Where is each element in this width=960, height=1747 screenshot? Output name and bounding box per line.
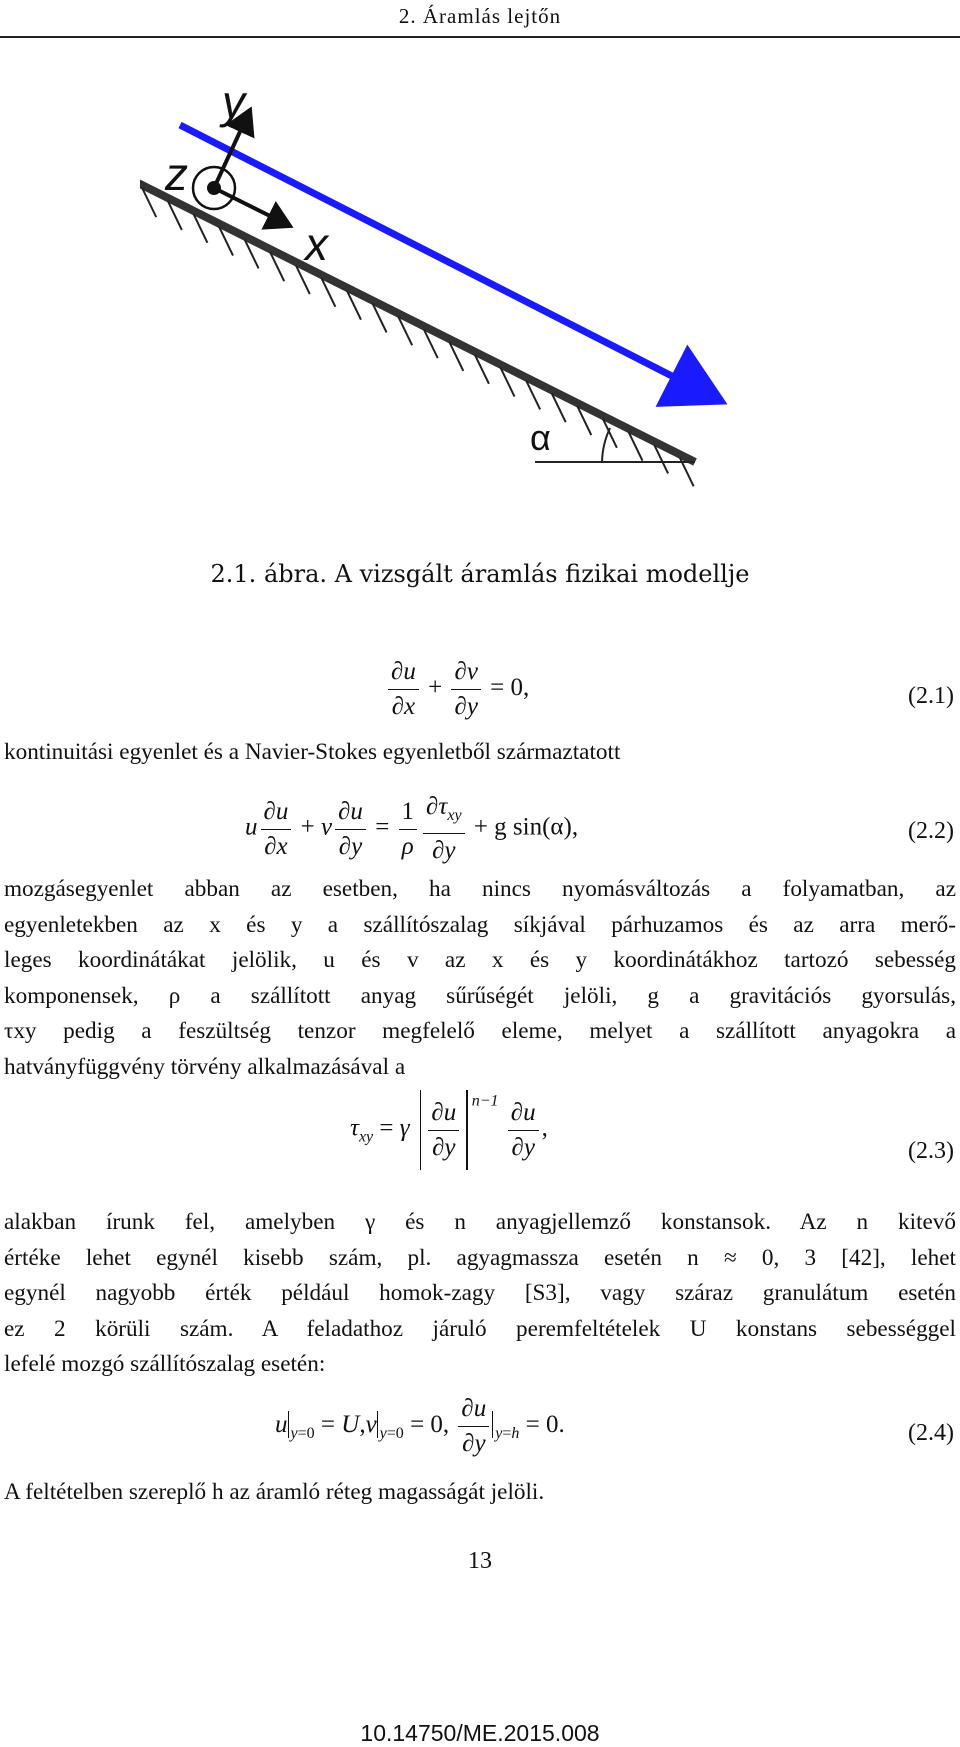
text-line: A feltételben szereplő h az áramló réteg magasságát jelöli. [4, 1479, 545, 1505]
text-line: mozgásegyenlet abban az esetben, ha nincs nyomásváltozás a folyamatban, az [4, 876, 956, 902]
equation-2-1: $\frac{\partial u}{\partial x}$ + $\frac{\partial v}{\partial y}$ = 0, [385, 655, 529, 724]
surface-hatching [142, 188, 693, 486]
text-line: leges koordinátákat jelölik, u és v az x és y koordinátákhoz tartozó sebesség [4, 947, 956, 973]
x-axis-label: x [305, 218, 328, 270]
doi-footer: 10.14750/ME.2015.008 [360, 1720, 600, 1746]
equation-2-3-exponent: n−1 [471, 1092, 499, 1110]
text-line: ez 2 körüli szám. A feladathoz járuló peremfeltételek U konstans sebességgel [4, 1315, 956, 1342]
flow-model-figure [140, 80, 790, 530]
equation-2-3-number: (2.3) [908, 1138, 954, 1164]
running-header: 2. Áramlás lejtőn [398, 4, 562, 28]
text-line: hatványfüggvény törvény alkalmazásával a [4, 1053, 406, 1080]
equation-2-2-number: (2.2) [908, 818, 954, 844]
paragraph-1 [4, 872, 956, 1085]
equation-2-1-rhs: = 0, [490, 674, 530, 702]
text-continuity [4, 735, 956, 771]
text-line: egyenletekben az x és y a szállítószalag síkjával párhuzamos és az arra merő- [4, 911, 956, 938]
text-line: kontinuitási egyenlet és a Navier-Stokes egyenletből származtatott [4, 739, 621, 765]
figure-caption: 2.1. ábra. A vizsgált áramlás fizikai modellje [210, 560, 750, 588]
text-line: τxy pedig a feszültség tenzor megfelelő eleme, melyet a szállított anyagokra a [4, 1018, 956, 1044]
text-line: értéke lehet egynél kisebb szám, pl. agyagmassza esetén n ≈ 0, 3 [42], lehet [4, 1244, 956, 1271]
equation-2-1-number: (2.1) [908, 683, 954, 709]
equation-2-3: $\tau_{xy} = \gamma$ $\frac{\partial u}{\partial y}$ $^{n-1}$ $\frac{\partial u}{\partial y}$ , [350, 1090, 548, 1170]
text-line: alakban írunk fel, amelyben γ és n anyagjellemző konstansok. Az n kitevő [4, 1209, 956, 1235]
slope-surface [140, 180, 695, 462]
text-line: lefelé mozgó szállítószalag esetén: [4, 1351, 326, 1377]
equation-2-4-number: (2.4) [908, 1420, 954, 1446]
equation-2-2: u $\frac{\partial u}{\partial x}$ + v $\frac{\partial u}{\partial y}$ = $\frac{1}{\rho}$ $\frac{\partial\tau_{xy}}{\partial y}$ + g sin(α), [245, 790, 578, 868]
flow-arrow [180, 125, 715, 398]
text-conclusion [4, 1475, 956, 1511]
page-number: 13 [468, 1548, 492, 1574]
text-line: egynél nagyobb érték például homok-zagy [S3], vagy száraz granulátum esetén [4, 1280, 956, 1306]
header-rule [0, 36, 960, 38]
z-axis-label: z [165, 148, 188, 200]
paragraph-2 [4, 1205, 956, 1383]
angle-arc [602, 428, 610, 462]
alpha-label: α [530, 417, 551, 458]
y-axis-label: y [222, 80, 245, 128]
equation-2-4: u $_{y=0}$ = U,v $_{y=0}$ = 0, $\frac{\partial u}{\partial y}$ $_{y=h}$ = 0. [275, 1392, 565, 1461]
equation-2-2-tail: + g sin(α), [473, 813, 579, 841]
text-line: komponensek, ρ a szállított anyag sűrűségét jelöli, g a gravitációs gyorsulás, [4, 982, 956, 1009]
